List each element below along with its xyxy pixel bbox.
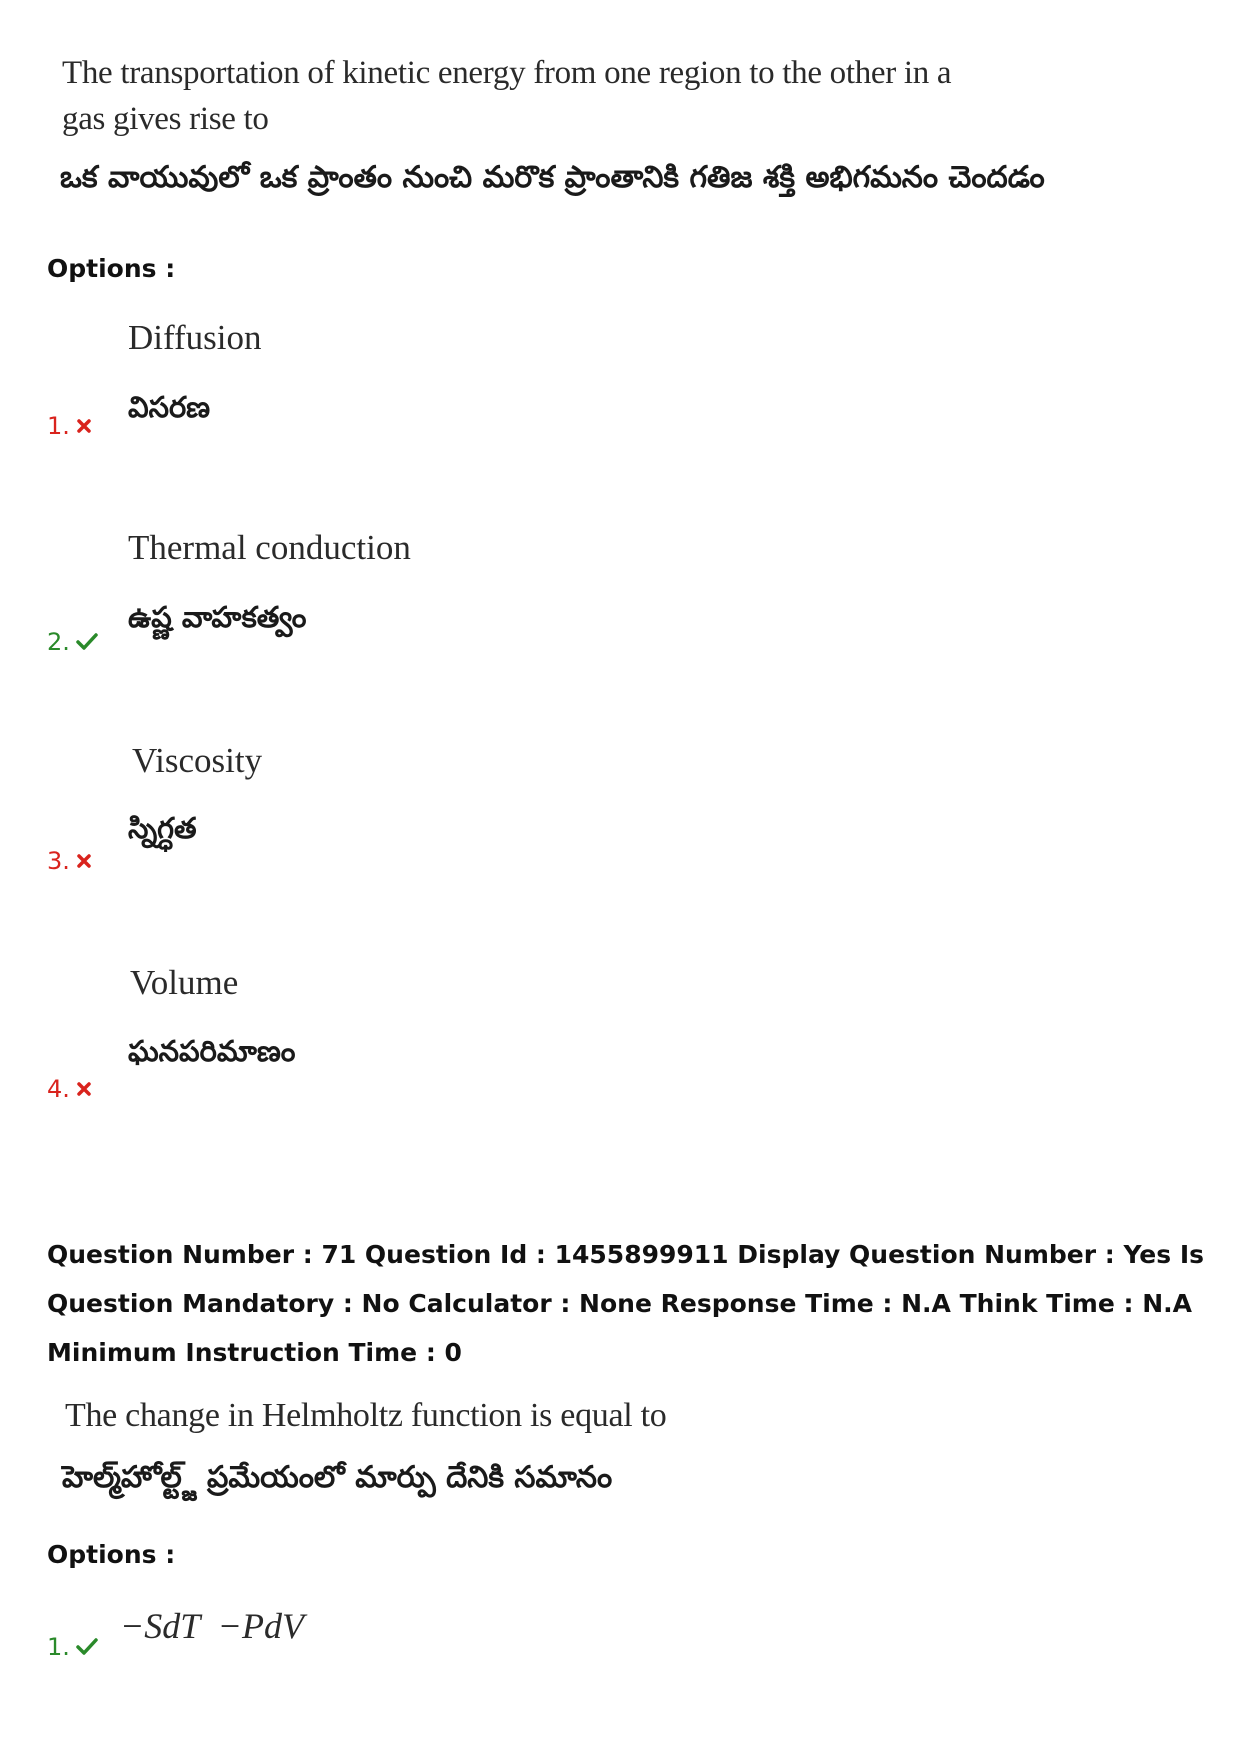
question-text-te: హెల్మ్‌హోల్ట్జ్ ప్రమేయంలో మార్పు దేనికి సమానం xyxy=(62,1460,613,1495)
options-heading: Options : xyxy=(47,254,176,283)
question-text-en: The change in Helmholtz function is equal to xyxy=(65,1397,667,1434)
option-1-number: 1. xyxy=(47,1633,70,1661)
cross-icon xyxy=(76,1081,92,1097)
option-1-marker xyxy=(47,412,92,440)
option-1-number: 1. xyxy=(47,412,70,440)
option-4-marker xyxy=(47,1075,92,1103)
cross-icon xyxy=(76,418,92,434)
question-text-en: The transportation of kinetic energy from one region to the other in a gas gives rise to xyxy=(62,55,952,138)
check-icon xyxy=(76,1638,98,1656)
cross-icon xyxy=(76,853,92,869)
option-2-marker xyxy=(47,628,98,656)
option-3-text-te: స్నిగ్ధత xyxy=(128,811,197,845)
option-4-number: 4. xyxy=(47,1075,70,1103)
check-icon xyxy=(76,633,98,651)
option-1-formula: −SdT −PdV xyxy=(120,1606,304,1646)
option-2-text-te: ఉష్ణ వాహకత్వం xyxy=(128,600,307,634)
question-text-te: ఒక వాయువులో ఒక ప్రాంతం నుంచి మరొక ప్రాంతానికి గతిజ శక్తి అభిగమనం చెందడం xyxy=(60,160,1045,195)
option-2-number: 2. xyxy=(47,628,70,656)
option-1-text-en: Diffusion xyxy=(128,318,262,357)
option-1-marker xyxy=(47,1633,98,1661)
question-meta: Question Number : 71 Question Id : 1455899911 Display Question Number : Yes Is Question Mandatory : No Calculator : None Response Time : N.A Think Time : N.A Minimum Instruction Time : 0 xyxy=(47,1240,1205,1367)
options-heading: Options : xyxy=(47,1540,176,1569)
option-3-marker xyxy=(47,847,92,875)
option-1-text-te: విసరణ xyxy=(128,390,211,424)
option-2-text-en: Thermal conduction xyxy=(128,528,411,567)
option-3-text-en: Viscosity xyxy=(132,741,263,780)
option-4-text-te: ఘనపరిమాణం xyxy=(128,1034,296,1068)
option-3-number: 3. xyxy=(47,847,70,875)
option-4-text-en: Volume xyxy=(130,963,239,1002)
